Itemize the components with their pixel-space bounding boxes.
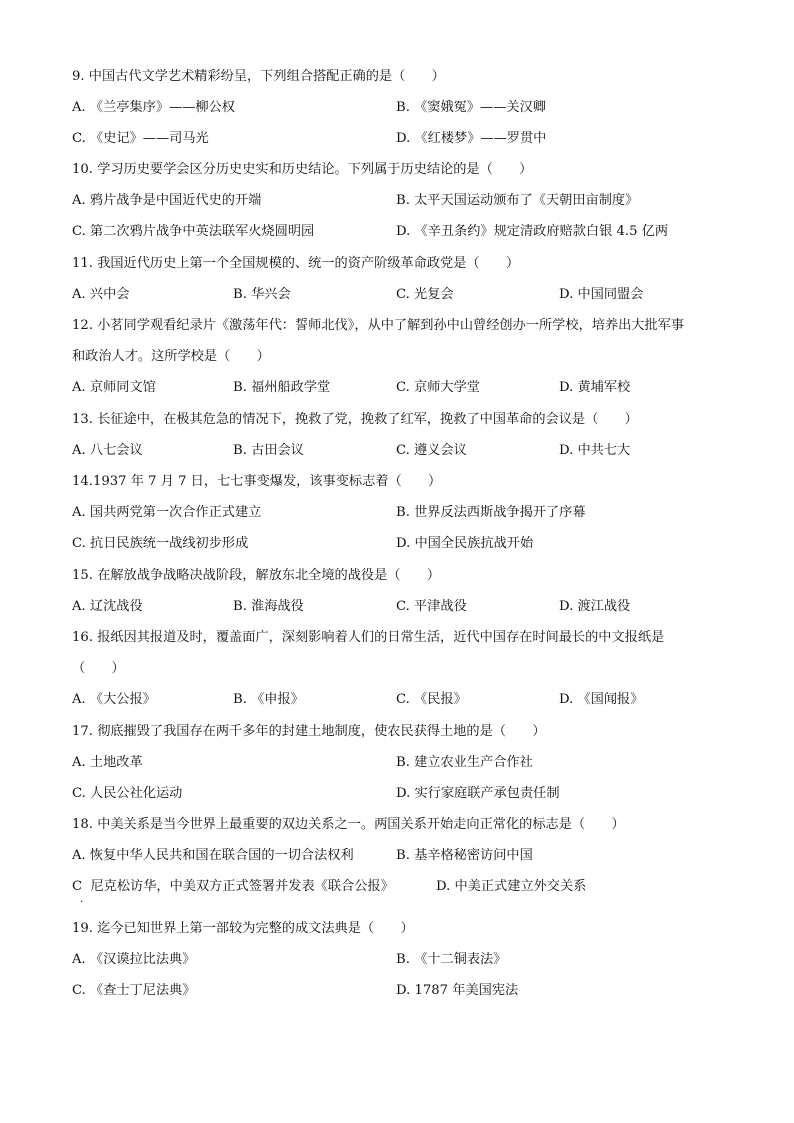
options-row [72, 440, 732, 462]
option-d[interactable]: D. 中国同盟会 [559, 287, 644, 302]
option-d[interactable]: D. 中共七大 [559, 443, 631, 458]
options-row [72, 949, 732, 971]
options-row [72, 783, 732, 805]
stem-text: 我国近代历史上第一个全国规模的、统一的资产阶级革命政党是（ ） [97, 256, 520, 271]
options-row [72, 97, 732, 119]
question-stem [72, 66, 732, 88]
option-a[interactable]: A. 辽沈战役 [72, 599, 143, 614]
option-d[interactable]: D. 《国闻报》 [559, 692, 644, 707]
option-b[interactable]: B. 世界反法西斯战争揭开了序幕 [396, 505, 586, 520]
option-a[interactable]: A. 土地改革 [72, 755, 143, 770]
question-10 [72, 159, 732, 243]
options-row [72, 689, 732, 711]
option-c[interactable]: C. 平津战役 [396, 599, 467, 614]
options-row [72, 190, 732, 212]
question-number: 19. [72, 921, 93, 936]
option-c[interactable]: C. 《史记》——司马光 [72, 131, 209, 146]
options-row [72, 377, 732, 399]
option-b[interactable]: B. 《窦娥冤》——关汉卿 [396, 100, 546, 115]
question-number: 16. [72, 630, 93, 645]
options-row [72, 502, 732, 524]
question-17 [72, 721, 732, 805]
option-b[interactable]: B. 华兴会 [233, 287, 291, 302]
question-number: 18. [72, 817, 93, 832]
question-number: 14. [72, 474, 93, 489]
option-b[interactable]: B. 淮海战役 [233, 599, 304, 614]
question-number: 13. [72, 412, 93, 427]
options-row [72, 752, 732, 774]
options-row [72, 596, 732, 618]
question-number: 10. [72, 162, 93, 177]
question-number: 15. [72, 568, 93, 583]
question-16 [72, 627, 732, 711]
question-number: 9. [72, 69, 85, 84]
question-15 [72, 565, 732, 618]
option-b[interactable]: B. 基辛格秘密访问中国 [396, 848, 533, 863]
option-d[interactable]: D. 中美正式建立外交关系 [436, 879, 587, 894]
stem-text: 迄今已知世界上第一部较为完整的成文法典是（ ） [97, 921, 414, 936]
option-a[interactable]: A. 兴中会 [72, 287, 130, 302]
option-d[interactable]: D. 实行家庭联产承包责任制 [396, 786, 560, 801]
option-c[interactable]: C. 京师大学堂 [396, 380, 480, 395]
stem-text: 中国古代文学艺术精彩纷呈，下列组合搭配正确的是（ ） [88, 69, 445, 84]
option-c[interactable]: C. 光复会 [396, 287, 454, 302]
option-c[interactable]: C. 《民报》 [396, 692, 467, 707]
question-stem-continued: 和政治人才。这所学校是（ ） [72, 349, 270, 364]
options-row [72, 845, 732, 867]
stem-text: 学习历史要学会区分历史史实和历史结论。下列属于历史结论的是（ ） [97, 162, 533, 177]
option-d[interactable]: D. 黄埔军校 [559, 380, 631, 395]
option-c[interactable]: C. 《查士丁尼法典》 [72, 983, 196, 998]
question-stem [72, 918, 732, 940]
question-stem [72, 814, 732, 836]
question-stem [72, 471, 732, 493]
stem-text: 中美关系是当今世界上最重要的双边关系之一。两国关系开始走向正常化的标志是（ ） [97, 817, 625, 832]
options-row [72, 284, 732, 306]
option-a[interactable]: A. 京师同文馆 [72, 380, 156, 395]
stray-dot: · [80, 897, 84, 908]
option-b[interactable]: B. 《申报》 [233, 692, 304, 707]
options-row [72, 128, 732, 150]
question-stem [72, 409, 732, 431]
options-row [72, 533, 732, 555]
question-18 [72, 814, 732, 908]
option-c[interactable]: C. 抗日民族统一战线初步形成 [72, 536, 249, 551]
stem-text: 长征途中，在极其危急的情况下，挽救了党，挽救了红军，挽救了中国革命的会议是（ ） [97, 412, 638, 427]
option-c[interactable]: C 尼克松访华，中美双方正式签署并发表《联合公报》 [72, 879, 394, 894]
option-b[interactable]: B. 《十二铜表法》 [396, 952, 507, 967]
options-row [72, 980, 732, 1002]
question-9 [72, 66, 732, 150]
question-number: 11. [72, 256, 93, 271]
question-13 [72, 409, 732, 462]
option-b[interactable]: B. 建立农业生产合作社 [396, 755, 533, 770]
question-stem [72, 315, 732, 337]
question-stem [72, 627, 732, 649]
option-a[interactable]: A. 《大公报》 [72, 692, 156, 707]
question-stem [72, 253, 732, 275]
question-19 [72, 918, 732, 1002]
question-12 [72, 315, 732, 399]
options-row [72, 221, 732, 243]
question-14 [72, 471, 732, 555]
option-a[interactable]: A. 《兰亭集序》——柳公权 [72, 100, 235, 115]
option-b[interactable]: B. 古田会议 [233, 443, 304, 458]
option-d[interactable]: D. 《辛丑条约》规定清政府赔款白银 4.5 亿两 [396, 224, 669, 239]
stem-text: 小茗同学观看纪录片《激荡年代：誓师北伐》，从中了解到孙中山曾经创办一所学校，培养出大批军事 [97, 318, 685, 333]
option-a[interactable]: A. 八七会议 [72, 443, 143, 458]
option-a[interactable]: A. 恢复中华人民共和国在联合国的一切合法权利 [72, 848, 354, 863]
option-a[interactable]: A. 鸦片战争是中国近代史的开端 [72, 193, 262, 208]
option-d[interactable]: D. 渡江战役 [559, 599, 631, 614]
option-d[interactable]: D. 1787 年美国宪法 [396, 983, 519, 998]
stem-text: 在解放战争战略决战阶段，解放东北全境的战役是（ ） [97, 568, 441, 583]
stem-text: 彻底摧毁了我国存在两千多年的封建土地制度，使农民获得土地的是（ ） [97, 724, 546, 739]
option-b[interactable]: B. 福州船政学堂 [233, 380, 331, 395]
options-row [72, 876, 732, 908]
question-11 [72, 253, 732, 306]
option-a[interactable]: A. 国共两党第一次合作正式建立 [72, 505, 262, 520]
question-number: 17. [72, 724, 93, 739]
question-stem [72, 721, 732, 743]
option-b[interactable]: B. 太平天国运动颁布了《天朝田亩制度》 [396, 193, 639, 208]
option-d[interactable]: D. 《红楼梦》——罗贯中 [396, 131, 547, 146]
question-number: 12. [72, 318, 93, 333]
option-c[interactable]: C. 第二次鸦片战争中英法联军火烧圆明园 [72, 224, 315, 239]
option-a[interactable]: A. 《汉谟拉比法典》 [72, 952, 196, 967]
option-c[interactable]: C. 人民公社化运动 [72, 786, 183, 801]
question-stem-continued: （ ） [72, 661, 125, 676]
question-stem [72, 565, 732, 587]
option-c[interactable]: C. 遵义会议 [396, 443, 467, 458]
question-stem [72, 159, 732, 181]
option-d[interactable]: D. 中国全民族抗战开始 [396, 536, 534, 551]
stem-text: 报纸因其报道及时，覆盖面广，深刻影响着人们的日常生活，近代中国存在时间最长的中文报纸是 [97, 630, 665, 645]
stem-text: 1937 年 7 月 7 日，七七事变爆发，该事变标志着（ ） [92, 474, 442, 489]
